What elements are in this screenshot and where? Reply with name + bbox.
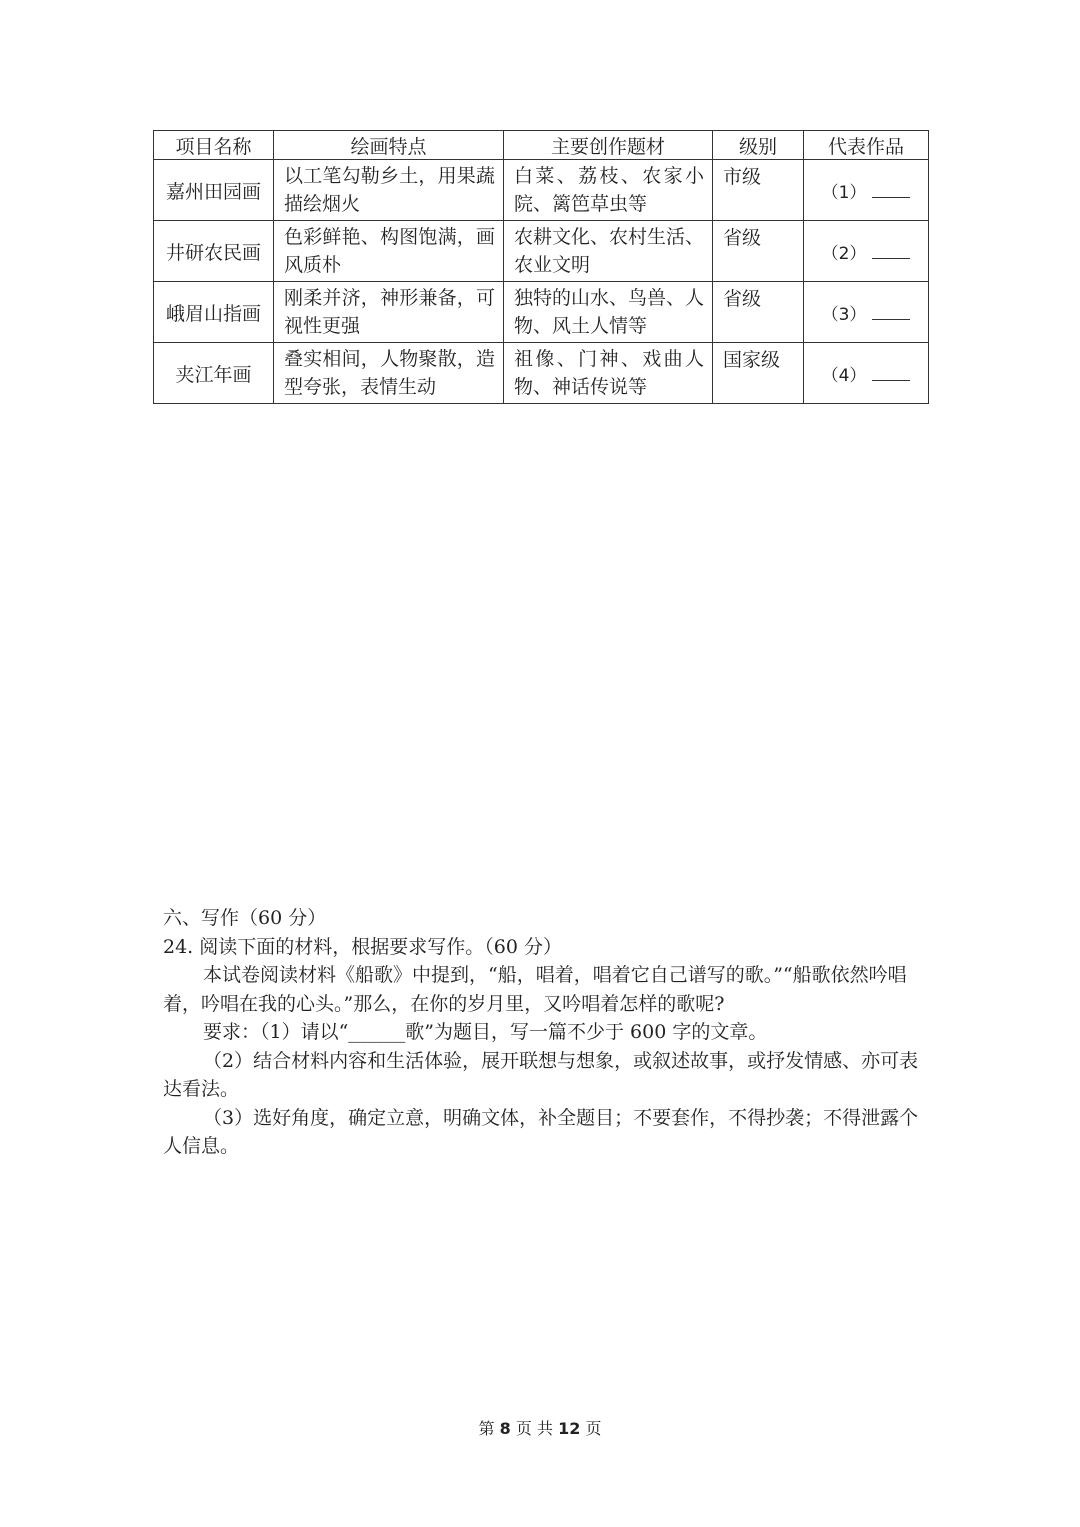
- cell-themes: 农耕文化、农村生活、农业文明: [504, 221, 713, 282]
- footer-middle: 页 共: [515, 1419, 553, 1438]
- requirement-2: （2）结合材料内容和生活体验，展开联想与想象，或叙述故事，或抒发情感、亦可表达看法。: [163, 1049, 919, 1100]
- header-level: 级别: [713, 131, 804, 160]
- header-themes: 主要创作题材: [504, 131, 713, 160]
- table-row: [154, 282, 929, 343]
- cell-themes: 白菜、荔枝、农家小院、篱笆草虫等: [504, 160, 713, 221]
- cell-features: 刚柔并济，神形兼备，可视性更强: [274, 282, 504, 343]
- cell-features: 色彩鲜艳、构图饱满，画风质朴: [274, 221, 504, 282]
- cell-themes: 祖像、门神、戏曲人物、神话传说等: [504, 343, 713, 404]
- requirement-3: （3）选好角度，确定立意，明确文体，补全题目；不要套作，不得抄袭；不得泄露个人信息。: [163, 1106, 919, 1157]
- header-work: 代表作品: [804, 131, 929, 160]
- footer-prefix: 第: [478, 1419, 495, 1438]
- cell-name: 嘉州田园画: [154, 160, 274, 221]
- header-features: 绘画特点: [274, 131, 504, 160]
- cell-work[interactable]: [804, 160, 929, 221]
- cell-work[interactable]: [804, 221, 929, 282]
- section-title: 六、写作（60 分）: [163, 907, 327, 929]
- cell-level: 省级: [713, 282, 804, 343]
- requirement-1: 要求：（1）请以“______歌”为题目，写一篇不少于 600 字的文章。: [203, 1021, 768, 1043]
- table-row: [154, 160, 929, 221]
- header-project-name: 项目名称: [154, 131, 274, 160]
- table-row: [154, 221, 929, 282]
- table-header-row: [154, 131, 929, 160]
- work-number: （1）: [821, 182, 867, 203]
- material-text: 本试卷阅读材料《船歌》中提到，“船，唱着，唱着它自己谱写的歌。”“船歌依然吟唱着，吟唱在我的心头。”那么，在你的岁月里，又吟唱着怎样的歌呢?: [163, 964, 907, 1015]
- page-footer: [0, 1416, 1080, 1439]
- table-row: [154, 343, 929, 404]
- question-text: 24. 阅读下面的材料，根据要求写作。（60 分）: [163, 935, 562, 958]
- writing-section: [163, 904, 919, 1161]
- cell-level: 国家级: [713, 343, 804, 404]
- total-pages: 12: [558, 1419, 581, 1438]
- cell-name: 井研农民画: [154, 221, 274, 282]
- answer-blank[interactable]: [872, 244, 910, 259]
- work-number: （3）: [821, 304, 867, 325]
- cell-level: 市级: [713, 160, 804, 221]
- work-number: （4）: [821, 365, 867, 386]
- answer-blank[interactable]: [872, 183, 910, 198]
- cell-name: 峨眉山指画: [154, 282, 274, 343]
- cell-work[interactable]: [804, 282, 929, 343]
- work-number: （2）: [821, 243, 867, 264]
- cell-level: 省级: [713, 221, 804, 282]
- footer-suffix: 页: [585, 1419, 602, 1438]
- cell-features: 以工笔勾勒乡土，用果蔬描绘烟火: [274, 160, 504, 221]
- art-projects-table: [153, 130, 929, 404]
- answer-blank[interactable]: [872, 305, 910, 320]
- cell-name: 夹江年画: [154, 343, 274, 404]
- answer-blank[interactable]: [872, 366, 910, 381]
- cell-themes: 独特的山水、鸟兽、人物、风土人情等: [504, 282, 713, 343]
- cell-features: 叠实相间，人物聚散，造型夸张，表情生动: [274, 343, 504, 404]
- current-page: 8: [499, 1419, 511, 1438]
- cell-work[interactable]: [804, 343, 929, 404]
